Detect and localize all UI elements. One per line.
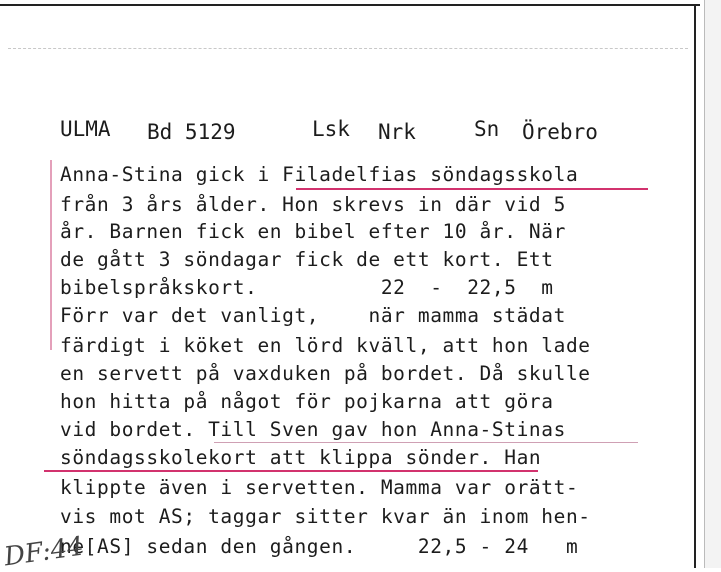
text-line: en servett på vaxduken på bordet. Då skulle xyxy=(60,362,591,385)
parish-value: Örebro xyxy=(522,120,598,144)
text-line: ne[AS] sedan den gången. 22,5 - 24 m xyxy=(60,535,579,558)
faint-dashed-rule xyxy=(8,48,688,49)
underline-filadelfias xyxy=(296,188,648,190)
underline-sondagsskolekort xyxy=(44,470,538,472)
text-line: vis mot AS; taggar sitter kvar än inom hen- xyxy=(60,505,591,528)
underline-till-sven xyxy=(214,442,638,443)
text-line: vid bordet. Till Sven gav hon Anna-Stinas xyxy=(60,418,566,441)
text-line: färdigt i köket en lörd kväll, att hon lade xyxy=(60,334,591,357)
text-line: söndagsskolekort att klippa sönder. Han xyxy=(60,446,542,469)
card-frame-top xyxy=(0,4,700,6)
handwritten-stamp: DF:44 xyxy=(2,531,86,572)
text-line: från 3 års ålder. Hon skrevs in där vid 5 xyxy=(60,193,566,216)
parish-label: Sn xyxy=(474,117,500,141)
volume-number: Bd 5129 xyxy=(147,120,236,144)
province-value: Nrk xyxy=(378,120,416,144)
text-line: klippte även i servetten. Mamma var orätt- xyxy=(60,476,579,499)
card-frame-right xyxy=(694,4,696,568)
province-label: Lsk xyxy=(312,117,350,141)
text-line: år. Barnen fick en bibel efter 10 år. När xyxy=(60,220,566,243)
text-line: hon hitta på något för pojkarna att göra xyxy=(60,390,554,413)
text-line: bibelspråkskort. 22 - 22,5 m xyxy=(60,276,554,299)
archive-code: ULMA xyxy=(60,117,111,141)
text-line: de gått 3 söndagar fick de ett kort. Ett xyxy=(60,248,554,271)
text-line: Förr var det vanligt, när mamma städat xyxy=(60,304,566,327)
margin-mark-line xyxy=(50,160,52,350)
next-card-edge xyxy=(704,0,721,568)
text-line: Anna-Stina gick i Filadelfias söndagsskola xyxy=(60,163,579,186)
